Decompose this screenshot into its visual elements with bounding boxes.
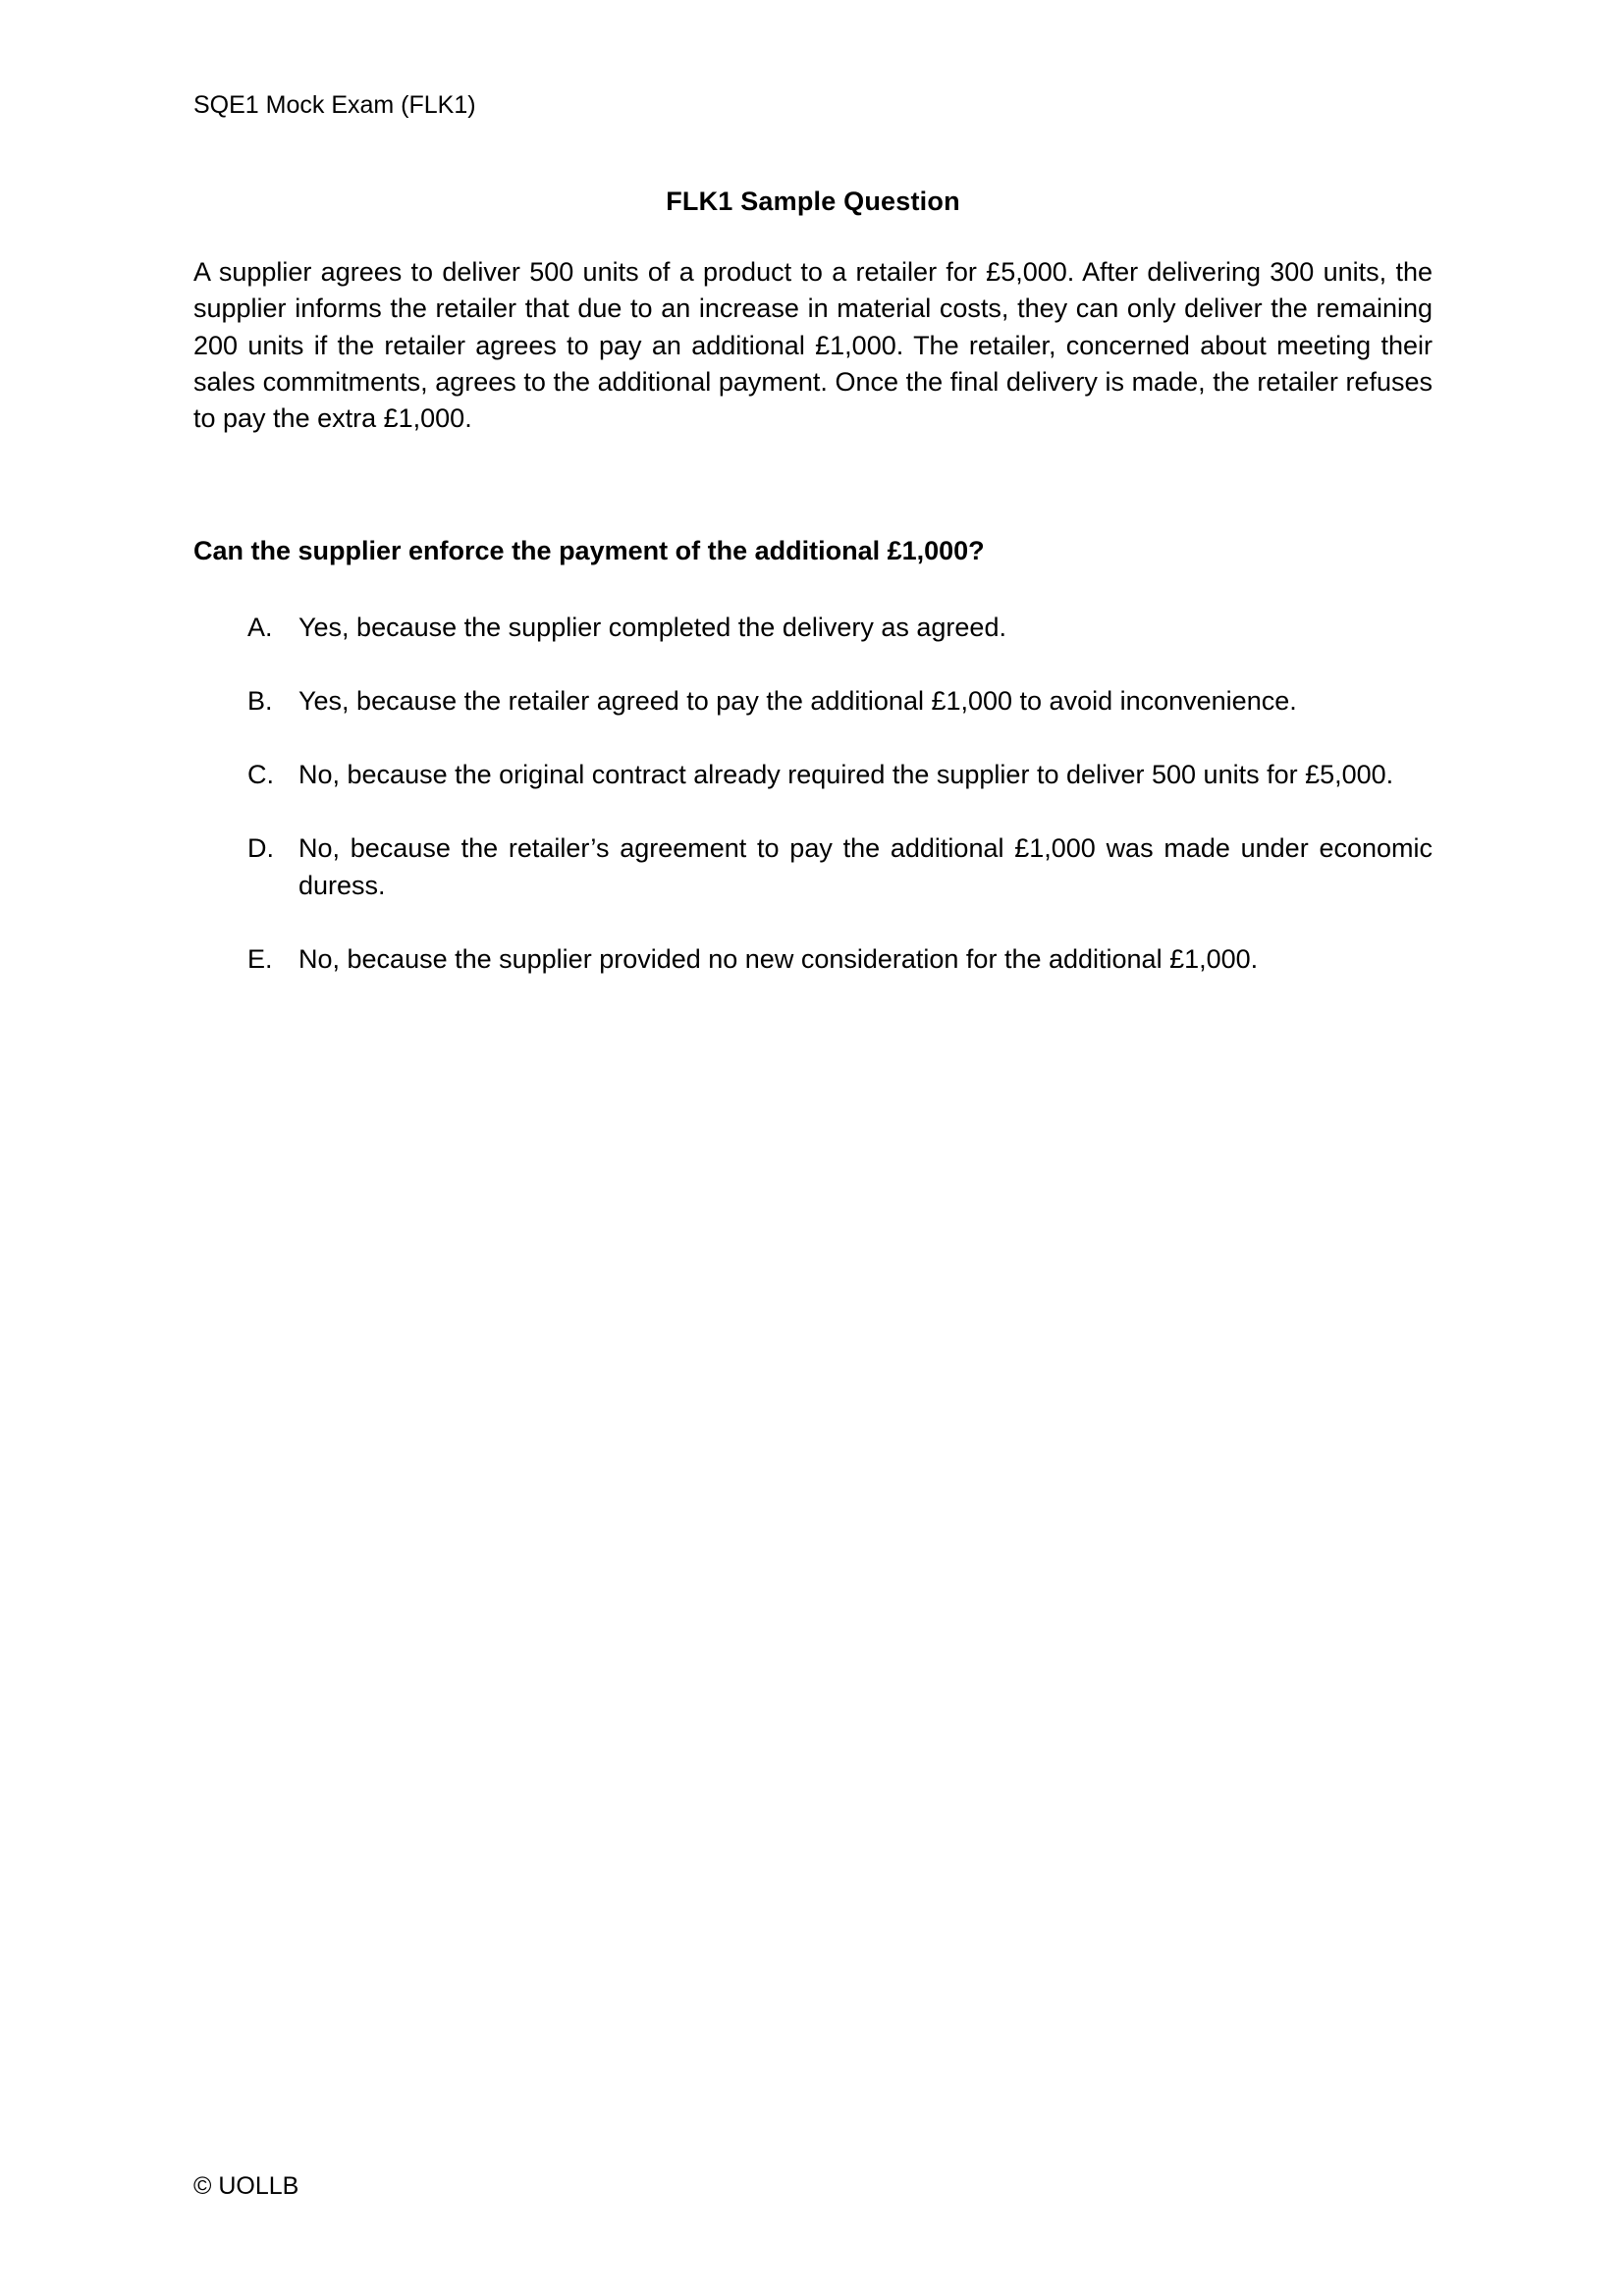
page-title: FLK1 Sample Question xyxy=(666,187,960,216)
option-text: No, because the supplier provided no new consideration for the additional £1,000. xyxy=(298,943,1259,974)
list-item[interactable] xyxy=(193,941,1433,978)
list-item[interactable] xyxy=(193,610,1433,646)
scenario-paragraph: A supplier agrees to deliver 500 units of a product to a retailer for £5,000. After delivering 300 units, the supplier informs the retailer that due to an increase in material costs, they can only deliver the remaining 200 units if the retailer agrees to pay an additional £1,000. The retailer, concerned about meeting their sales commitments, agrees to the additional payment. Once the final delivery is made, the retailer refuses to pay the extra £1,000. xyxy=(193,257,1433,433)
option-letter: D. xyxy=(247,833,274,864)
question-stem: Can the supplier enforce the payment of the additional £1,000? xyxy=(193,536,985,566)
answer-options-list xyxy=(193,610,1433,979)
list-item[interactable] xyxy=(193,830,1433,904)
option-letter: E. xyxy=(247,943,273,974)
footer-copyright: © UOLLB xyxy=(193,2172,299,2200)
list-item[interactable] xyxy=(193,757,1433,793)
option-letter: A. xyxy=(247,612,273,642)
option-text: No, because the retailer’s agreement to pay the additional £1,000 was made under economic duress. xyxy=(298,833,1433,900)
list-item[interactable] xyxy=(193,683,1433,720)
option-letter: B. xyxy=(247,685,273,716)
option-text: No, because the original contract already required the supplier to deliver 500 units for £5,000. xyxy=(298,760,1394,789)
running-head: SQE1 Mock Exam (FLK1) xyxy=(193,91,476,119)
option-letter: C. xyxy=(247,760,274,789)
option-text: Yes, because the supplier completed the delivery as agreed. xyxy=(298,612,1006,642)
option-text: Yes, because the retailer agreed to pay the additional £1,000 to avoid inconvenience. xyxy=(298,685,1297,716)
document-body xyxy=(193,187,1433,978)
